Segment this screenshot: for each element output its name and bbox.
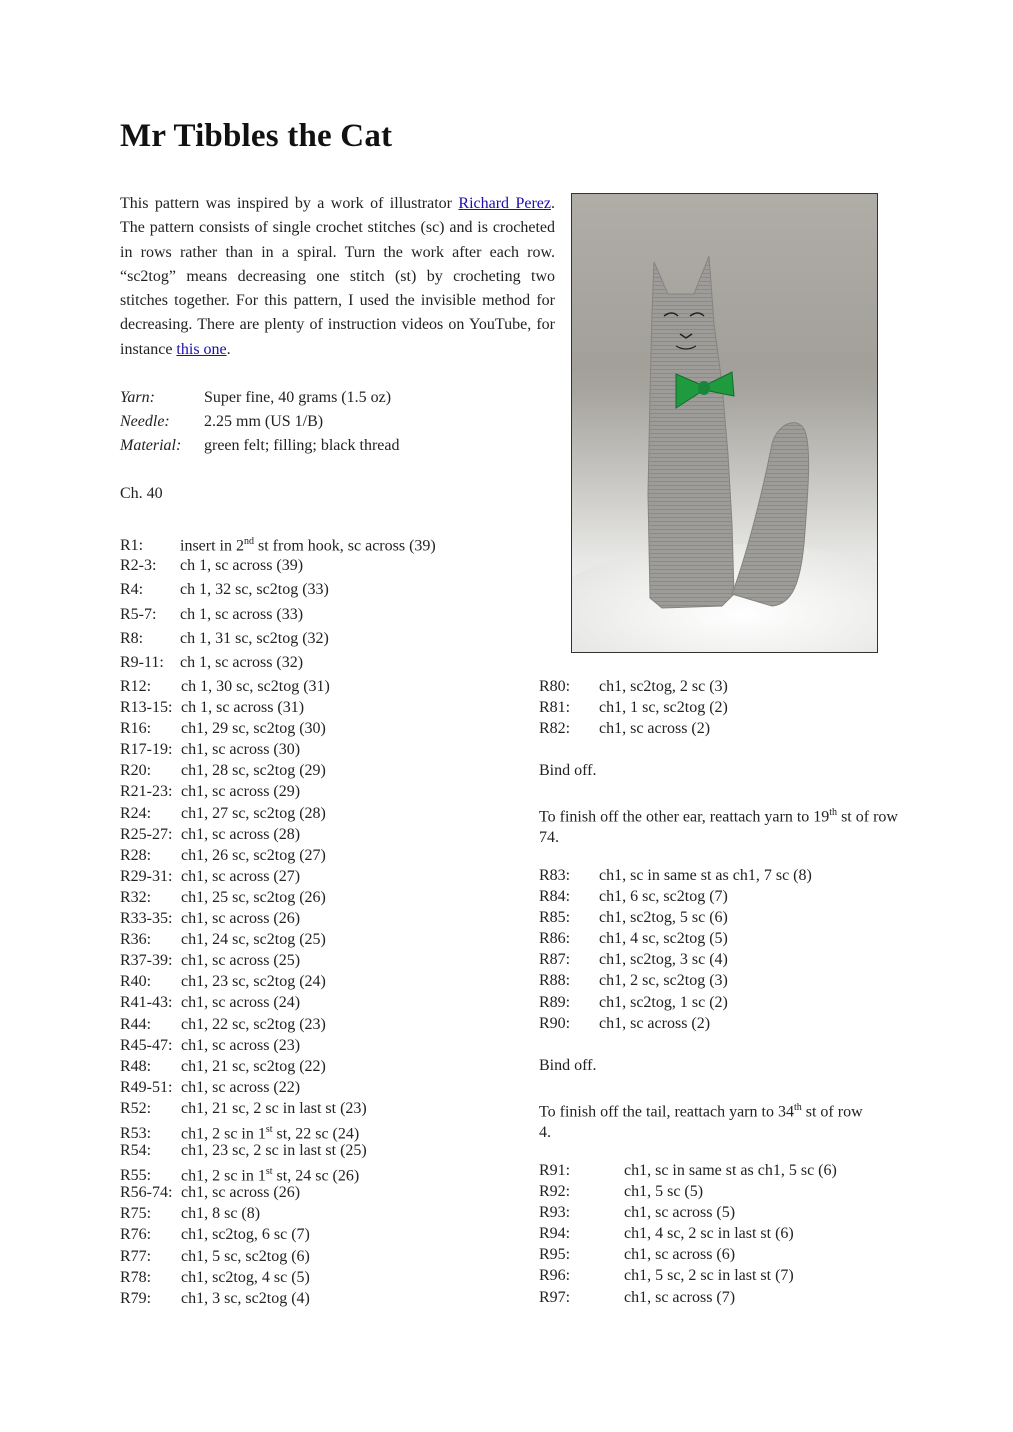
pattern-row — [539, 1244, 837, 1265]
rows-list-other-ear — [539, 865, 812, 1034]
row-label: R4: — [120, 581, 144, 599]
row-instruction: ch1, sc across (7) — [624, 1288, 736, 1306]
pattern-row — [120, 1182, 367, 1203]
row-instruction: ch1, 1 sc, sc2tog (2) — [599, 699, 728, 717]
pattern-row — [120, 908, 367, 929]
row-instruction: ch1, sc2tog, 3 sc (4) — [599, 951, 728, 969]
row-label: R90: — [539, 1014, 571, 1032]
row-label: R9-11: — [120, 653, 164, 671]
row-instruction: ch1, sc across (26) — [181, 910, 301, 928]
row-label: R85: — [539, 909, 571, 927]
bind-off-note: Bind off. — [539, 1057, 597, 1074]
rows-list-top — [120, 530, 436, 675]
row-instruction: ch 1, 30 sc, sc2tog (31) — [181, 678, 330, 695]
row-label: R97: — [539, 1288, 571, 1306]
material-row-yarn: Yarn: Super fine, 40 grams (1.5 oz) — [120, 389, 392, 406]
pattern-row — [120, 1203, 367, 1224]
pattern-row — [120, 824, 367, 845]
row-label: R56-74: — [120, 1184, 173, 1202]
row-label: R93: — [539, 1204, 571, 1222]
row-label: R55: — [120, 1167, 152, 1185]
starting-chain: Ch. 40 — [120, 485, 163, 502]
pattern-row — [120, 1098, 367, 1119]
row-instruction: ch1, 2 sc, sc2tog (3) — [599, 972, 728, 990]
ordinal-suffix: nd — [244, 536, 254, 547]
pattern-row — [539, 949, 812, 970]
row-instruction: ch1, 21 sc, 2 sc in last st (23) — [181, 1099, 367, 1117]
row-label: R53: — [120, 1125, 152, 1143]
row-label: R88: — [539, 972, 571, 990]
pattern-row — [539, 697, 728, 718]
row-instruction: ch1, sc across (23) — [181, 1036, 301, 1054]
row-instruction: ch 1, 32 sc, sc2tog (33) — [180, 581, 329, 599]
row-instruction: insert in 2 — [180, 537, 244, 555]
row-instruction: ch1, sc across (25) — [181, 952, 301, 970]
row-instruction: ch1, 4 sc, sc2tog (5) — [599, 930, 728, 948]
row-label: R33-35: — [120, 910, 173, 928]
row-instruction: ch1, 23 sc, 2 sc in last st (25) — [181, 1142, 367, 1160]
pattern-row — [539, 718, 728, 739]
row-label: R54: — [120, 1142, 152, 1160]
pattern-row — [120, 760, 367, 781]
row-instruction: ch1, sc across (2) — [599, 1014, 711, 1032]
row-label: R91: — [539, 1162, 571, 1179]
row-label: R32: — [120, 888, 152, 906]
pattern-row — [120, 1035, 367, 1056]
rows-list-tail — [539, 1160, 837, 1308]
pattern-row — [120, 1056, 367, 1077]
row-label: R12: — [120, 678, 152, 695]
rows-list-left — [120, 676, 367, 1309]
pattern-row — [539, 1287, 837, 1308]
pattern-row — [120, 697, 367, 718]
row-instruction: ch1, sc2tog, 6 sc (7) — [181, 1226, 310, 1244]
row-instruction: ch1, 4 sc, 2 sc in last st (6) — [624, 1225, 794, 1243]
row-instruction: ch1, 24 sc, sc2tog (25) — [181, 931, 326, 949]
row-instruction: ch1, sc2tog, 1 sc (2) — [599, 993, 728, 1011]
row-label: R75: — [120, 1205, 152, 1223]
row-instruction: ch1, sc across (2) — [599, 720, 711, 738]
row-instruction: ch1, sc across (28) — [181, 825, 301, 843]
row-instruction: ch1, 5 sc, 2 sc in last st (7) — [624, 1267, 794, 1285]
pattern-row — [120, 971, 367, 992]
row-label: R78: — [120, 1268, 152, 1286]
row-label: R5-7: — [120, 605, 157, 623]
row-instruction: ch1, sc across (27) — [181, 867, 301, 885]
ordinal-suffix: st — [265, 1166, 273, 1178]
material-row-needle: Needle: 2.25 mm (US 1/B) — [120, 413, 324, 430]
row-instruction: ch1, sc across (26) — [181, 1184, 301, 1202]
pattern-row — [120, 1224, 367, 1245]
row-instruction: ch1, 6 sc, sc2tog (7) — [599, 888, 728, 906]
row-instruction: ch1, sc2tog, 4 sc (5) — [181, 1268, 310, 1286]
row-label: R28: — [120, 846, 152, 864]
row-instruction: ch1, 27 sc, sc2tog (28) — [181, 804, 326, 822]
pattern-row — [120, 866, 367, 887]
pattern-row — [539, 1013, 812, 1034]
row-instruction: ch1, sc2tog, 5 sc (6) — [599, 909, 728, 927]
row-instruction: ch 1, sc across (39) — [180, 557, 304, 575]
row-label: R52: — [120, 1099, 152, 1117]
row-instruction: ch1, 2 sc in 1 — [181, 1167, 266, 1185]
row-instruction: ch1, 5 sc, sc2tog (6) — [181, 1247, 310, 1265]
pattern-row — [120, 887, 367, 908]
row-label: R76: — [120, 1226, 152, 1244]
row-label: R94: — [539, 1225, 571, 1243]
youtube-video-link[interactable]: this one — [176, 340, 227, 358]
row-label: R82: — [539, 720, 571, 738]
pattern-row — [539, 1223, 837, 1244]
pattern-row — [539, 1265, 837, 1286]
pattern-row — [120, 651, 436, 675]
pattern-row — [120, 1161, 367, 1185]
tail-instructions: To finish off the tail, reattach yarn to 34th st of row 4. — [539, 1102, 863, 1142]
row-instruction: ch1, 8 sc (8) — [181, 1205, 261, 1223]
pattern-row — [539, 865, 812, 886]
pattern-row — [120, 992, 367, 1013]
row-instruction: ch1, 23 sc, sc2tog (24) — [181, 973, 326, 991]
pattern-row — [120, 739, 367, 760]
pattern-row — [539, 886, 812, 907]
row-instruction: ch1, sc across (5) — [624, 1204, 736, 1222]
row-label: R41-43: — [120, 994, 173, 1012]
row-instruction: ch1, sc across (24) — [181, 994, 301, 1012]
cat-photo — [571, 193, 878, 653]
row-label: R1: — [120, 537, 144, 555]
row-label: R95: — [539, 1246, 571, 1264]
row-instruction: st, 22 sc (24) — [272, 1125, 360, 1143]
pattern-row — [120, 554, 436, 578]
row-instruction: ch1, 21 sc, sc2tog (22) — [181, 1057, 326, 1075]
pattern-row — [120, 803, 367, 824]
row-instruction: st, 24 sc (26) — [272, 1167, 360, 1185]
pattern-row — [120, 1119, 367, 1143]
pattern-row — [120, 1246, 367, 1267]
pattern-row — [120, 718, 367, 739]
row-label: R40: — [120, 973, 152, 991]
intro-text: . The pattern consists of single crochet stitches (sc) and is crocheted in rows rather than in a spiral. Turn the work after each row. “sc2tog” means decreasing one stitch (st) by crocheting two stitches together. For this pattern, I used the invisible method for decreasing. There are plenty of instruction videos on YouTube, for instance — [120, 195, 555, 358]
row-label: R49-51: — [120, 1078, 173, 1096]
row-label: R80: — [539, 678, 571, 695]
pattern-row — [120, 578, 436, 602]
row-instruction: ch1, 3 sc, sc2tog (4) — [181, 1289, 310, 1307]
row-label: R96: — [539, 1267, 571, 1285]
page-title: Mr Tibbles the Cat — [120, 118, 393, 154]
pattern-row — [539, 992, 812, 1013]
row-label: R16: — [120, 720, 152, 738]
row-instruction: ch1, sc across (22) — [181, 1078, 301, 1096]
row-instruction: ch1, sc in same st as ch1, 7 sc (8) — [599, 867, 812, 884]
pattern-row — [539, 1160, 837, 1181]
ordinal-suffix: st — [265, 1123, 273, 1135]
row-label: R25-27: — [120, 825, 173, 843]
materials-list — [120, 386, 399, 458]
row-label: R17-19: — [120, 741, 173, 759]
row-instruction: ch1, 25 sc, sc2tog (26) — [181, 888, 326, 906]
pattern-row — [120, 530, 436, 554]
row-label: R36: — [120, 931, 152, 949]
row-instruction: ch1, sc across (30) — [181, 741, 301, 759]
pattern-row — [120, 929, 367, 950]
richard-perez-link[interactable]: Richard Perez — [458, 195, 551, 212]
pattern-row — [120, 1077, 367, 1098]
row-label: R29-31: — [120, 867, 173, 885]
row-instruction: ch1, 22 sc, sc2tog (23) — [181, 1015, 326, 1033]
pattern-row — [120, 1267, 367, 1288]
pattern-row — [120, 1140, 367, 1161]
material-row-material: Material: green felt; filling; black thread — [120, 437, 400, 454]
pattern-row — [539, 907, 812, 928]
row-instruction: ch 1, 31 sc, sc2tog (32) — [180, 629, 329, 647]
pattern-row — [120, 950, 367, 971]
row-instruction: ch1, sc across (6) — [624, 1246, 736, 1264]
intro-text: . — [226, 340, 231, 358]
row-instruction: ch1, 28 sc, sc2tog (29) — [181, 762, 326, 780]
pattern-row — [120, 1288, 367, 1309]
row-instruction: ch1, 29 sc, sc2tog (30) — [181, 720, 326, 738]
other-ear-instructions: To finish off the other ear, reattach yarn to 19th st of row 74. — [539, 807, 898, 847]
row-label: R81: — [539, 699, 571, 717]
row-label: R83: — [539, 867, 571, 884]
row-label: R89: — [539, 993, 571, 1011]
row-label: R92: — [539, 1183, 571, 1201]
pattern-row — [120, 676, 367, 697]
row-label: R48: — [120, 1057, 152, 1075]
row-label: R24: — [120, 804, 152, 822]
pattern-row — [120, 845, 367, 866]
row-label: R87: — [539, 951, 571, 969]
pattern-row — [539, 1202, 837, 1223]
row-label: R20: — [120, 762, 152, 780]
row-label: R44: — [120, 1015, 152, 1033]
row-label: R37-39: — [120, 952, 173, 970]
pattern-row — [120, 781, 367, 802]
rows-list-ear — [539, 676, 728, 739]
row-instruction: ch1, sc2tog, 2 sc (3) — [599, 678, 728, 695]
row-label: R2-3: — [120, 557, 157, 575]
row-label: R79: — [120, 1289, 152, 1307]
pattern-row — [539, 676, 728, 697]
row-instruction: ch 1, sc across (33) — [180, 605, 304, 623]
pattern-row — [120, 603, 436, 627]
intro-text: This pattern was inspired by a work of illustrator — [120, 195, 459, 212]
pattern-row — [120, 1014, 367, 1035]
row-label: R13-15: — [120, 699, 173, 717]
row-label: R21-23: — [120, 783, 173, 801]
row-instruction: ch1, 5 sc (5) — [624, 1183, 704, 1201]
bind-off-note: Bind off. — [539, 762, 597, 779]
row-label: R86: — [539, 930, 571, 948]
row-label: R8: — [120, 629, 144, 647]
row-instruction: ch 1, sc across (31) — [181, 699, 305, 717]
row-label: R45-47: — [120, 1036, 173, 1054]
row-instruction: ch1, sc across (29) — [181, 783, 301, 801]
row-instruction: ch1, sc in same st as ch1, 5 sc (6) — [624, 1162, 837, 1179]
pattern-row — [120, 627, 436, 651]
pattern-row — [539, 928, 812, 949]
pattern-row — [539, 970, 812, 991]
crocheted-cat-illustration — [572, 194, 877, 652]
row-label: R77: — [120, 1247, 152, 1265]
row-instruction: ch1, 26 sc, sc2tog (27) — [181, 846, 326, 864]
row-instruction: ch1, 2 sc in 1 — [181, 1125, 266, 1143]
intro-paragraph — [120, 192, 555, 362]
pattern-row — [539, 1181, 837, 1202]
row-instruction: st from hook, sc across (39) — [254, 537, 436, 555]
row-label: R84: — [539, 888, 571, 906]
row-instruction: ch 1, sc across (32) — [180, 653, 304, 671]
